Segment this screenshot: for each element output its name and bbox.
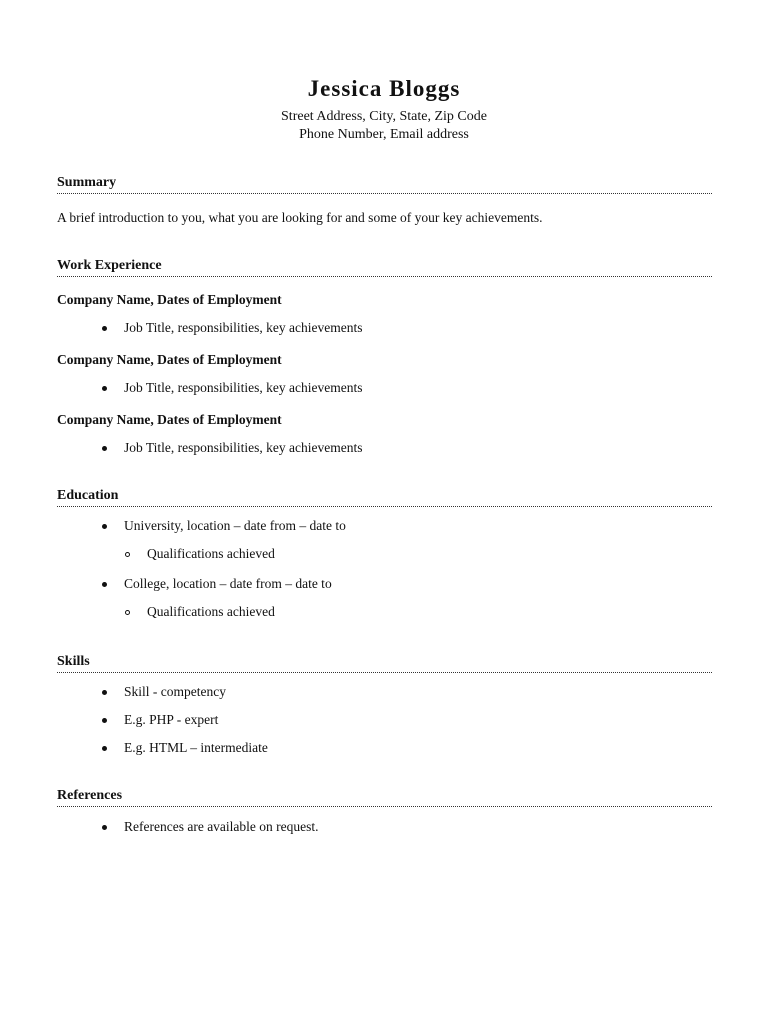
work-entry-detail: Job Title, responsibilities, key achievements	[124, 440, 363, 455]
work-entry-detail: Job Title, responsibilities, key achievements	[124, 320, 363, 335]
bullet-icon	[102, 718, 107, 723]
bullet-icon	[102, 446, 107, 451]
work-entry-company: Company Name, Dates of Employment	[57, 412, 282, 427]
skills-heading: Skills	[57, 654, 90, 669]
summary-text: A brief introduction to you, what you are looking for and some of your key achievements.	[57, 210, 543, 225]
skill-item: E.g. HTML – intermediate	[124, 740, 268, 755]
work-entry-company: Company Name, Dates of Employment	[57, 352, 282, 367]
summary-heading: Summary	[57, 175, 117, 190]
work-experience-divider	[57, 276, 712, 277]
education-entry-qualification: Qualifications achieved	[147, 546, 275, 561]
summary-divider	[57, 193, 712, 194]
education-heading: Education	[57, 488, 119, 503]
education-divider	[57, 506, 712, 507]
bullet-icon	[102, 746, 107, 751]
work-entry-detail: Job Title, responsibilities, key achievements	[124, 380, 363, 395]
resume-name: Jessica Bloggs	[307, 76, 461, 101]
education-entry-school: University, location – date from – date to	[124, 518, 346, 533]
contact-line: Phone Number, Email address	[299, 127, 469, 142]
circle-bullet-icon	[125, 610, 130, 615]
bullet-icon	[102, 582, 107, 587]
bullet-icon	[102, 386, 107, 391]
work-experience-heading: Work Experience	[57, 258, 162, 273]
bullet-icon	[102, 825, 107, 830]
bullet-icon	[102, 690, 107, 695]
bullet-icon	[102, 524, 107, 529]
skills-divider	[57, 672, 712, 673]
work-entry-company: Company Name, Dates of Employment	[57, 292, 282, 307]
reference-item: References are available on request.	[124, 819, 319, 834]
skill-item: Skill - competency	[124, 684, 226, 699]
education-entry-qualification: Qualifications achieved	[147, 604, 275, 619]
education-entry-school: College, location – date from – date to	[124, 576, 332, 591]
references-heading: References	[57, 788, 123, 803]
references-divider	[57, 806, 712, 807]
skill-item: E.g. PHP - expert	[124, 712, 219, 727]
address-line: Street Address, City, State, Zip Code	[281, 109, 487, 124]
bullet-icon	[102, 326, 107, 331]
circle-bullet-icon	[125, 552, 130, 557]
